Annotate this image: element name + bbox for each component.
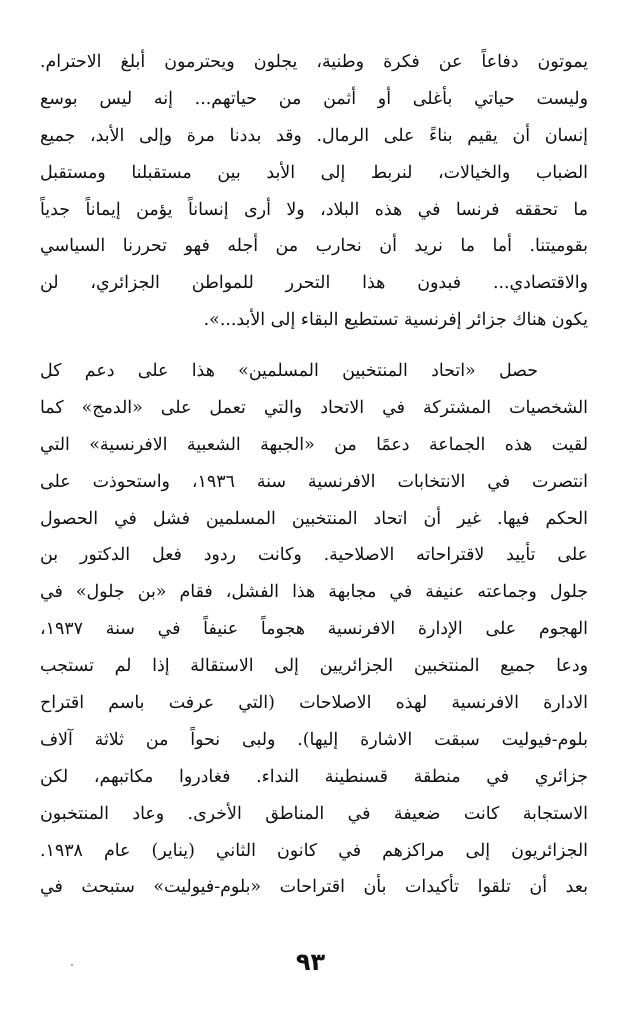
text-line: حصل «اتحاد المنتخبين المسلمين» هذا على دعم كل — [40, 361, 538, 381]
text-line: بعد أن تلقوا تأكيدات بأن اقتراحات «بلوم-فيوليت» ستبحث في — [40, 877, 588, 898]
text-line: على تأييد لاقتراحاته الاصلاحية. وكانت ردود فعل الدكتور بن — [40, 545, 588, 566]
paragraph-2 — [40, 353, 588, 906]
text-line: ما تحققه فرنسا في هذه البلاد، ولا أرى إنساناً يؤمن إيماناً جدياً — [40, 199, 588, 220]
paragraph-1 — [40, 44, 588, 339]
text-line: الشخصيات المشتركة في الاتحاد والتي تعمل على «الدمج» كما — [40, 397, 588, 418]
text-line: الهجوم على الإدارة الافرنسية هجوماً عنيفاً في سنة ١٩٣٧، — [40, 619, 588, 640]
text-line: الاستجابة كانت ضعيفة في المناطق الأخرى. وعاد المنتخبون — [40, 803, 588, 824]
page-number: ٩٣ — [295, 948, 326, 976]
text-line: جلول وجماعته عنيفة في مجابهة هذا الفشل، فقام «بن جلول» في — [40, 582, 588, 603]
text-line: جزائري في منطقة قسنطينة النداء. فغادروا مكاتبهم، لكن — [40, 766, 588, 787]
text-line: الجزائريون إلى مراكزهم في كانون الثاني (يناير) عام ١٩٣٨. — [40, 840, 588, 861]
text-line: بقوميتنا. أما ما نريد أن نحارب من أجله فهو تحررنا السياسي — [40, 236, 588, 257]
text-line: الادارة الافرنسية لهذه الاصلاحات (التي عرفت باسم اقتراح — [40, 693, 588, 714]
text-line: يكون هناك جزائر إفرنسية تستطيع البقاء إلى الأبد...». — [203, 310, 588, 331]
text-line: يموتون دفاعاً عن فكرة وطنية، يجلون ويحترمون أبلغ الاحترام. — [40, 52, 588, 72]
text-line: والاقتصادي... فبدون هذا التحرر للمواطن الجزائري، لن — [40, 273, 588, 294]
text-line: الضباب والخيالات، لنربط إلى الأبد بين مستقبلنا ومستقبل — [40, 162, 588, 183]
text-line: الحكم فيها. غير أن اتحاد المنتخبين المسلمين فشل في الحصول — [40, 508, 588, 529]
text-line: وليست حياتي بأغلى أو أثمن من حياتهم... إنه ليس بوسع — [40, 88, 588, 109]
text-line: إنسان أن يقيم بناءً على الرمال. وقد بددنا مرة وإلى الأبد، جميع — [40, 125, 588, 146]
text-line: بلوم-فيوليت سبقت الاشارة إليها). ولبى نحواً من ثلاثة آلاف — [40, 729, 588, 750]
text-line: انتصرت في الانتخابات الافرنسية سنة ١٩٣٦، واستحوذت على — [40, 471, 588, 492]
text-line: لقيت هذه الجماعة دعمًا من «الجبهة الشعبية الافرنسية» التي — [40, 434, 588, 455]
text-line: ودعا جميع المنتخبين الجزائريين إلى الاستقالة إذا لم تستجب — [40, 656, 588, 677]
